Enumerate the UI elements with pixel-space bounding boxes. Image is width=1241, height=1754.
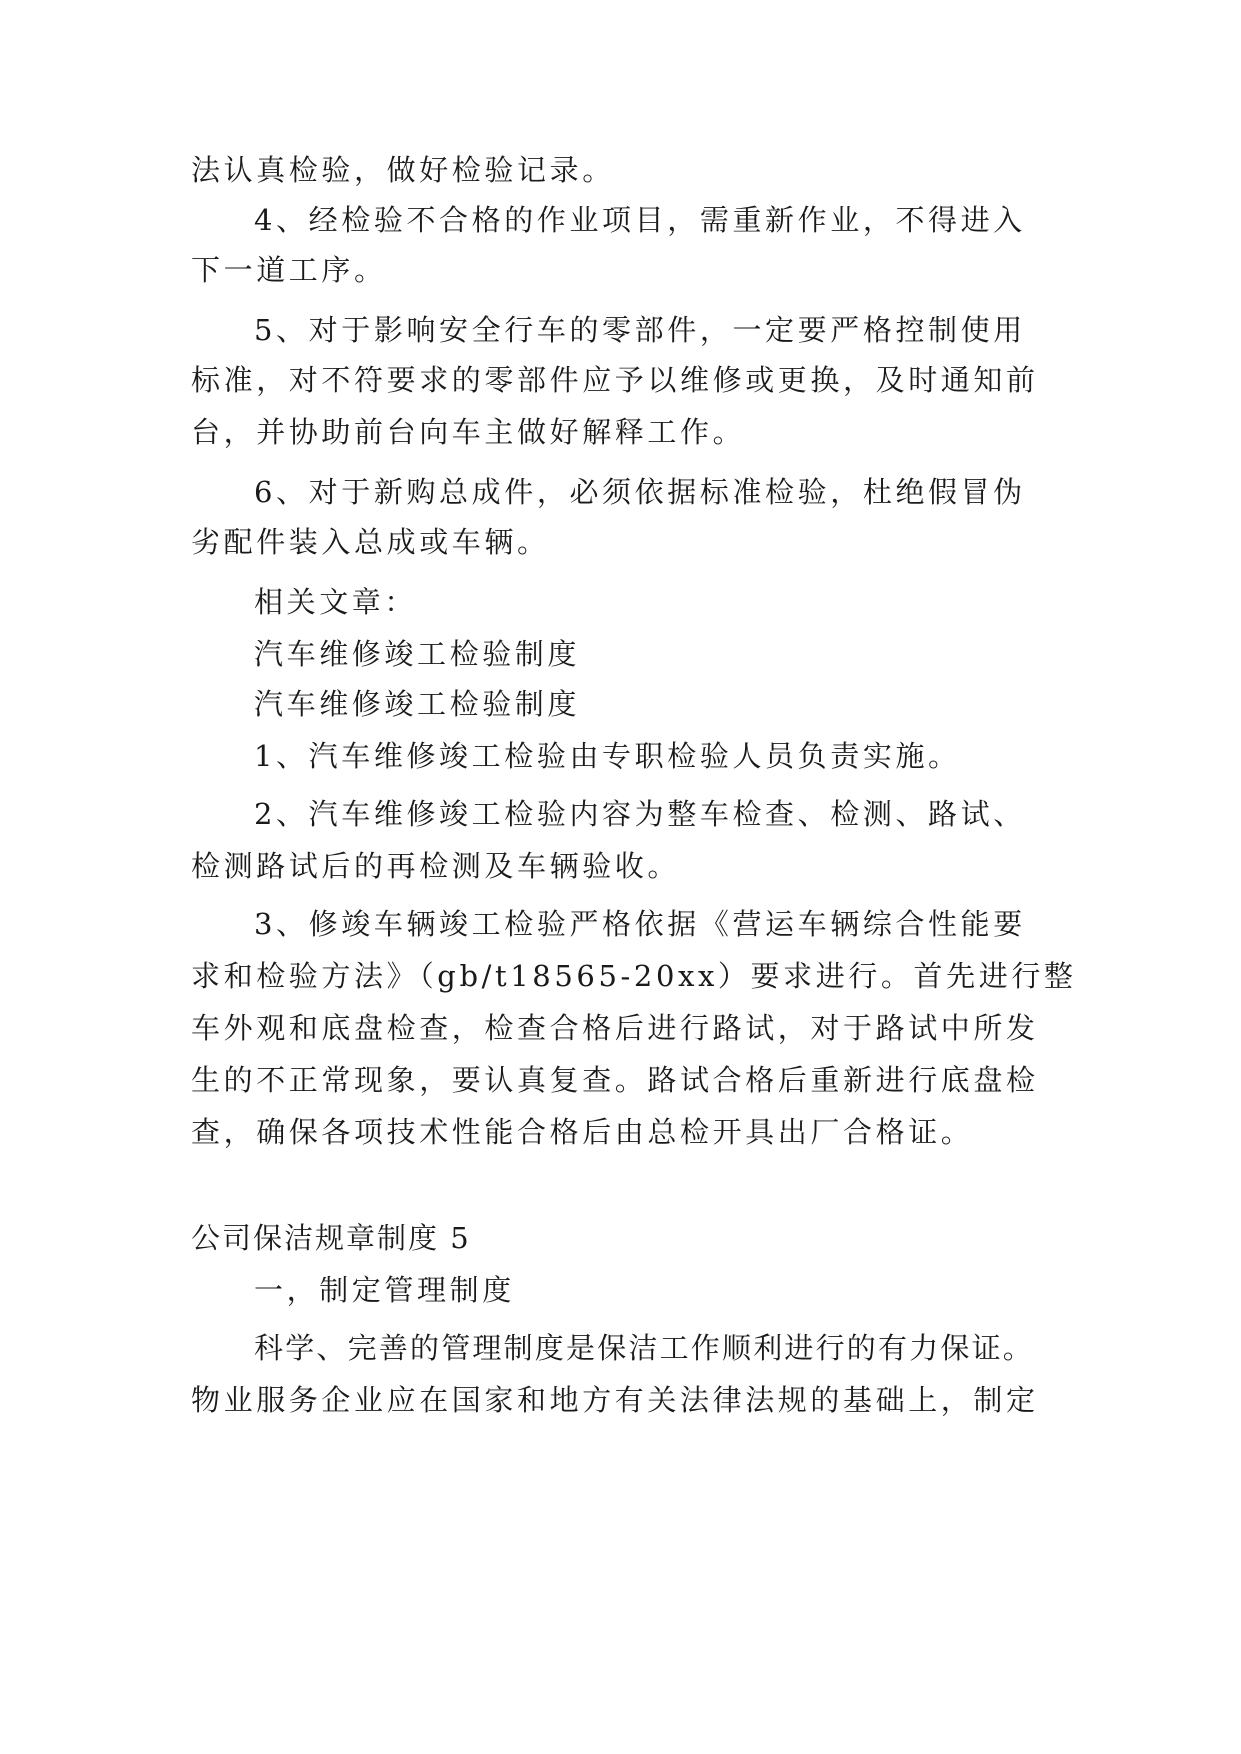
text-line: 台，并协助前台向车主做好解释工作。 <box>191 415 746 449</box>
text-line: 3、修竣车辆竣工检验严格依据《营运车辆综合性能要 <box>254 907 1026 941</box>
text-line: 4、经检验不合格的作业项目，需重新作业，不得进入 <box>254 203 1026 237</box>
text-line: 一，制定管理制度 <box>254 1273 515 1307</box>
section-title: 汽车维修竣工检验制度 <box>254 687 581 721</box>
section-heading: 公司保洁规章制度 5 <box>191 1221 471 1255</box>
text-line: 标准，对不符要求的零部件应予以维修或更换，及时通知前 <box>191 363 1039 397</box>
text-line: 相关文章： <box>254 585 418 619</box>
text-line: 劣配件装入总成或车辆。 <box>191 525 550 559</box>
text-line: 查，确保各项技术性能合格后由总检开具出厂合格证。 <box>191 1115 974 1149</box>
text-line: 检测路试后的再检测及车辆验收。 <box>191 849 681 883</box>
text-line: 5、对于影响安全行车的零部件，一定要严格控制使用 <box>254 313 1026 347</box>
text-line: 生的不正常现象，要认真复查。路试合格后重新进行底盘检 <box>191 1063 1039 1097</box>
text-line: 求和检验方法》（gb/t18565-20xx）要求进行。首先进行整 <box>191 959 1077 993</box>
text-line: 6、对于新购总成件，必须依据标准检验，杜绝假冒伪 <box>254 475 1026 509</box>
text-line: 法认真检验，做好检验记录。 <box>191 153 615 187</box>
text-line: 2、汽车维修竣工检验内容为整车检查、检测、路试、 <box>254 797 1026 831</box>
text-line: 下一道工序。 <box>191 253 387 287</box>
text-line: 科学、完善的管理制度是保洁工作顺利进行的有力保证。 <box>254 1331 1035 1365</box>
text-line: 1、汽车维修竣工检验由专职检验人员负责实施。 <box>254 739 961 773</box>
text-line: 物业服务企业应在国家和地方有关法律法规的基础上，制定 <box>191 1383 1039 1417</box>
text-line: 车外观和底盘检查，检查合格后进行路试，对于路试中所发 <box>191 1011 1039 1045</box>
related-article-link: 汽车维修竣工检验制度 <box>254 637 581 671</box>
